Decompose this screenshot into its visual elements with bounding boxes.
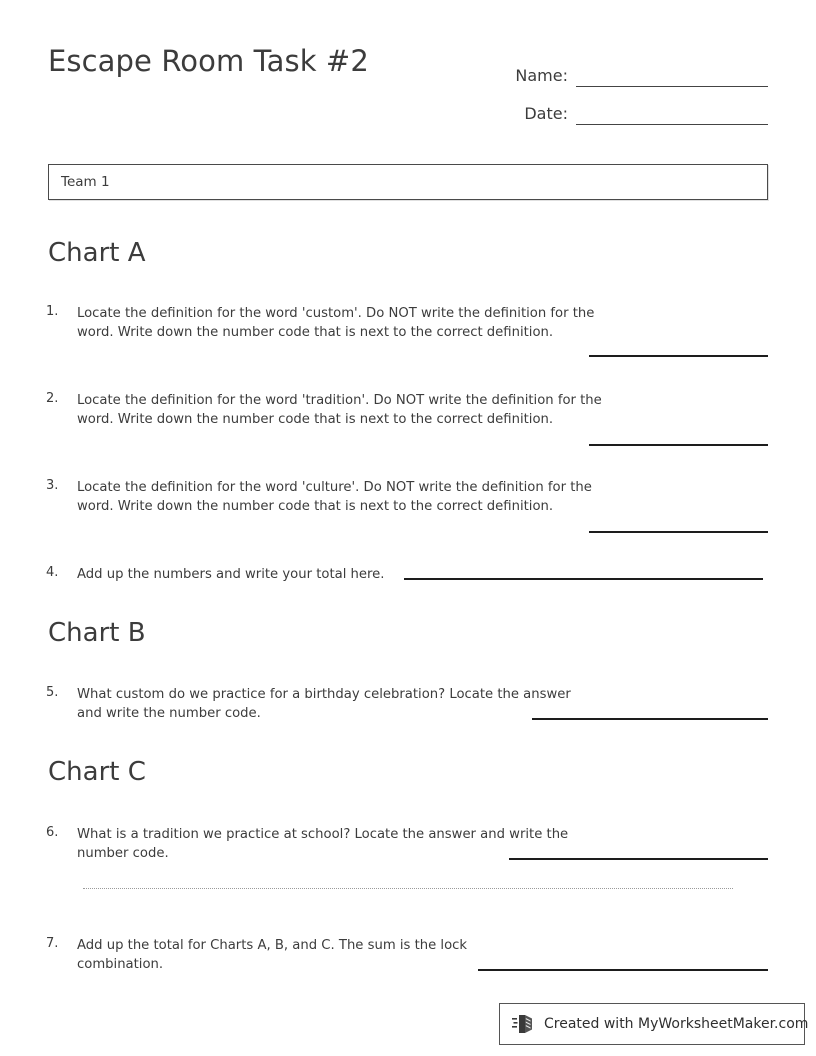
date-row (508, 87, 768, 125)
name-date-block (508, 49, 768, 125)
question-number-4: 4. (46, 565, 59, 580)
footer-attribution-badge[interactable] (499, 1003, 809, 1045)
worksheet-maker-logo-icon (512, 1012, 538, 1036)
section-heading-chart-a: Chart A (48, 238, 146, 268)
page-header (48, 44, 768, 124)
question-text-4: Add up the numbers and write your total here. (77, 567, 385, 582)
name-label: Name: (515, 66, 568, 85)
question-number-3: 3. (46, 478, 59, 493)
page-title: Escape Room Task #2 (48, 44, 369, 78)
name-row (508, 49, 768, 87)
answer-line-1[interactable] (589, 355, 768, 357)
question-text-5: What custom do we practice for a birthday celebration? Locate the answer and write the number code. (77, 687, 571, 722)
team-name-field[interactable] (48, 164, 768, 200)
answer-line-7[interactable] (478, 969, 768, 971)
section-heading-chart-c: Chart C (48, 757, 146, 787)
answer-line-3[interactable] (589, 531, 768, 533)
team-name-value: Team 1 (61, 174, 110, 190)
footer-attribution-text: Created with MyWorksheetMaker.com (544, 1016, 809, 1032)
name-input-line[interactable] (576, 65, 768, 87)
question-number-6: 6. (46, 825, 59, 840)
question-text-7: Add up the total for Charts A, B, and C. The sum is the lock combination. (77, 938, 468, 973)
question-number-5: 5. (46, 685, 59, 700)
question-text-1: Locate the definition for the word 'custom'. Do NOT write the definition for the word. Write down the number code that is next to the correct definition. (77, 306, 595, 341)
question-text-2: Locate the definition for the word 'tradition'. Do NOT write the definition for the word. Write down the number code that is next to the correct definition. (77, 393, 602, 428)
question-text-6: What is a tradition we practice at school? Locate the answer and write the number code. (77, 827, 569, 862)
section-heading-chart-b: Chart B (48, 618, 146, 648)
question-number-2: 2. (46, 391, 59, 406)
date-input-line[interactable] (576, 103, 768, 125)
answer-line-4[interactable] (404, 578, 763, 580)
question-text-3: Locate the definition for the word 'culture'. Do NOT write the definition for the word. Write down the number code that is next to the correct definition. (77, 480, 592, 515)
answer-line-6[interactable] (509, 858, 768, 860)
question-number-7: 7. (46, 936, 59, 951)
date-label: Date: (524, 104, 568, 123)
section-divider (83, 888, 733, 889)
answer-line-5[interactable] (532, 718, 768, 720)
answer-line-2[interactable] (589, 444, 768, 446)
question-number-1: 1. (46, 304, 59, 319)
